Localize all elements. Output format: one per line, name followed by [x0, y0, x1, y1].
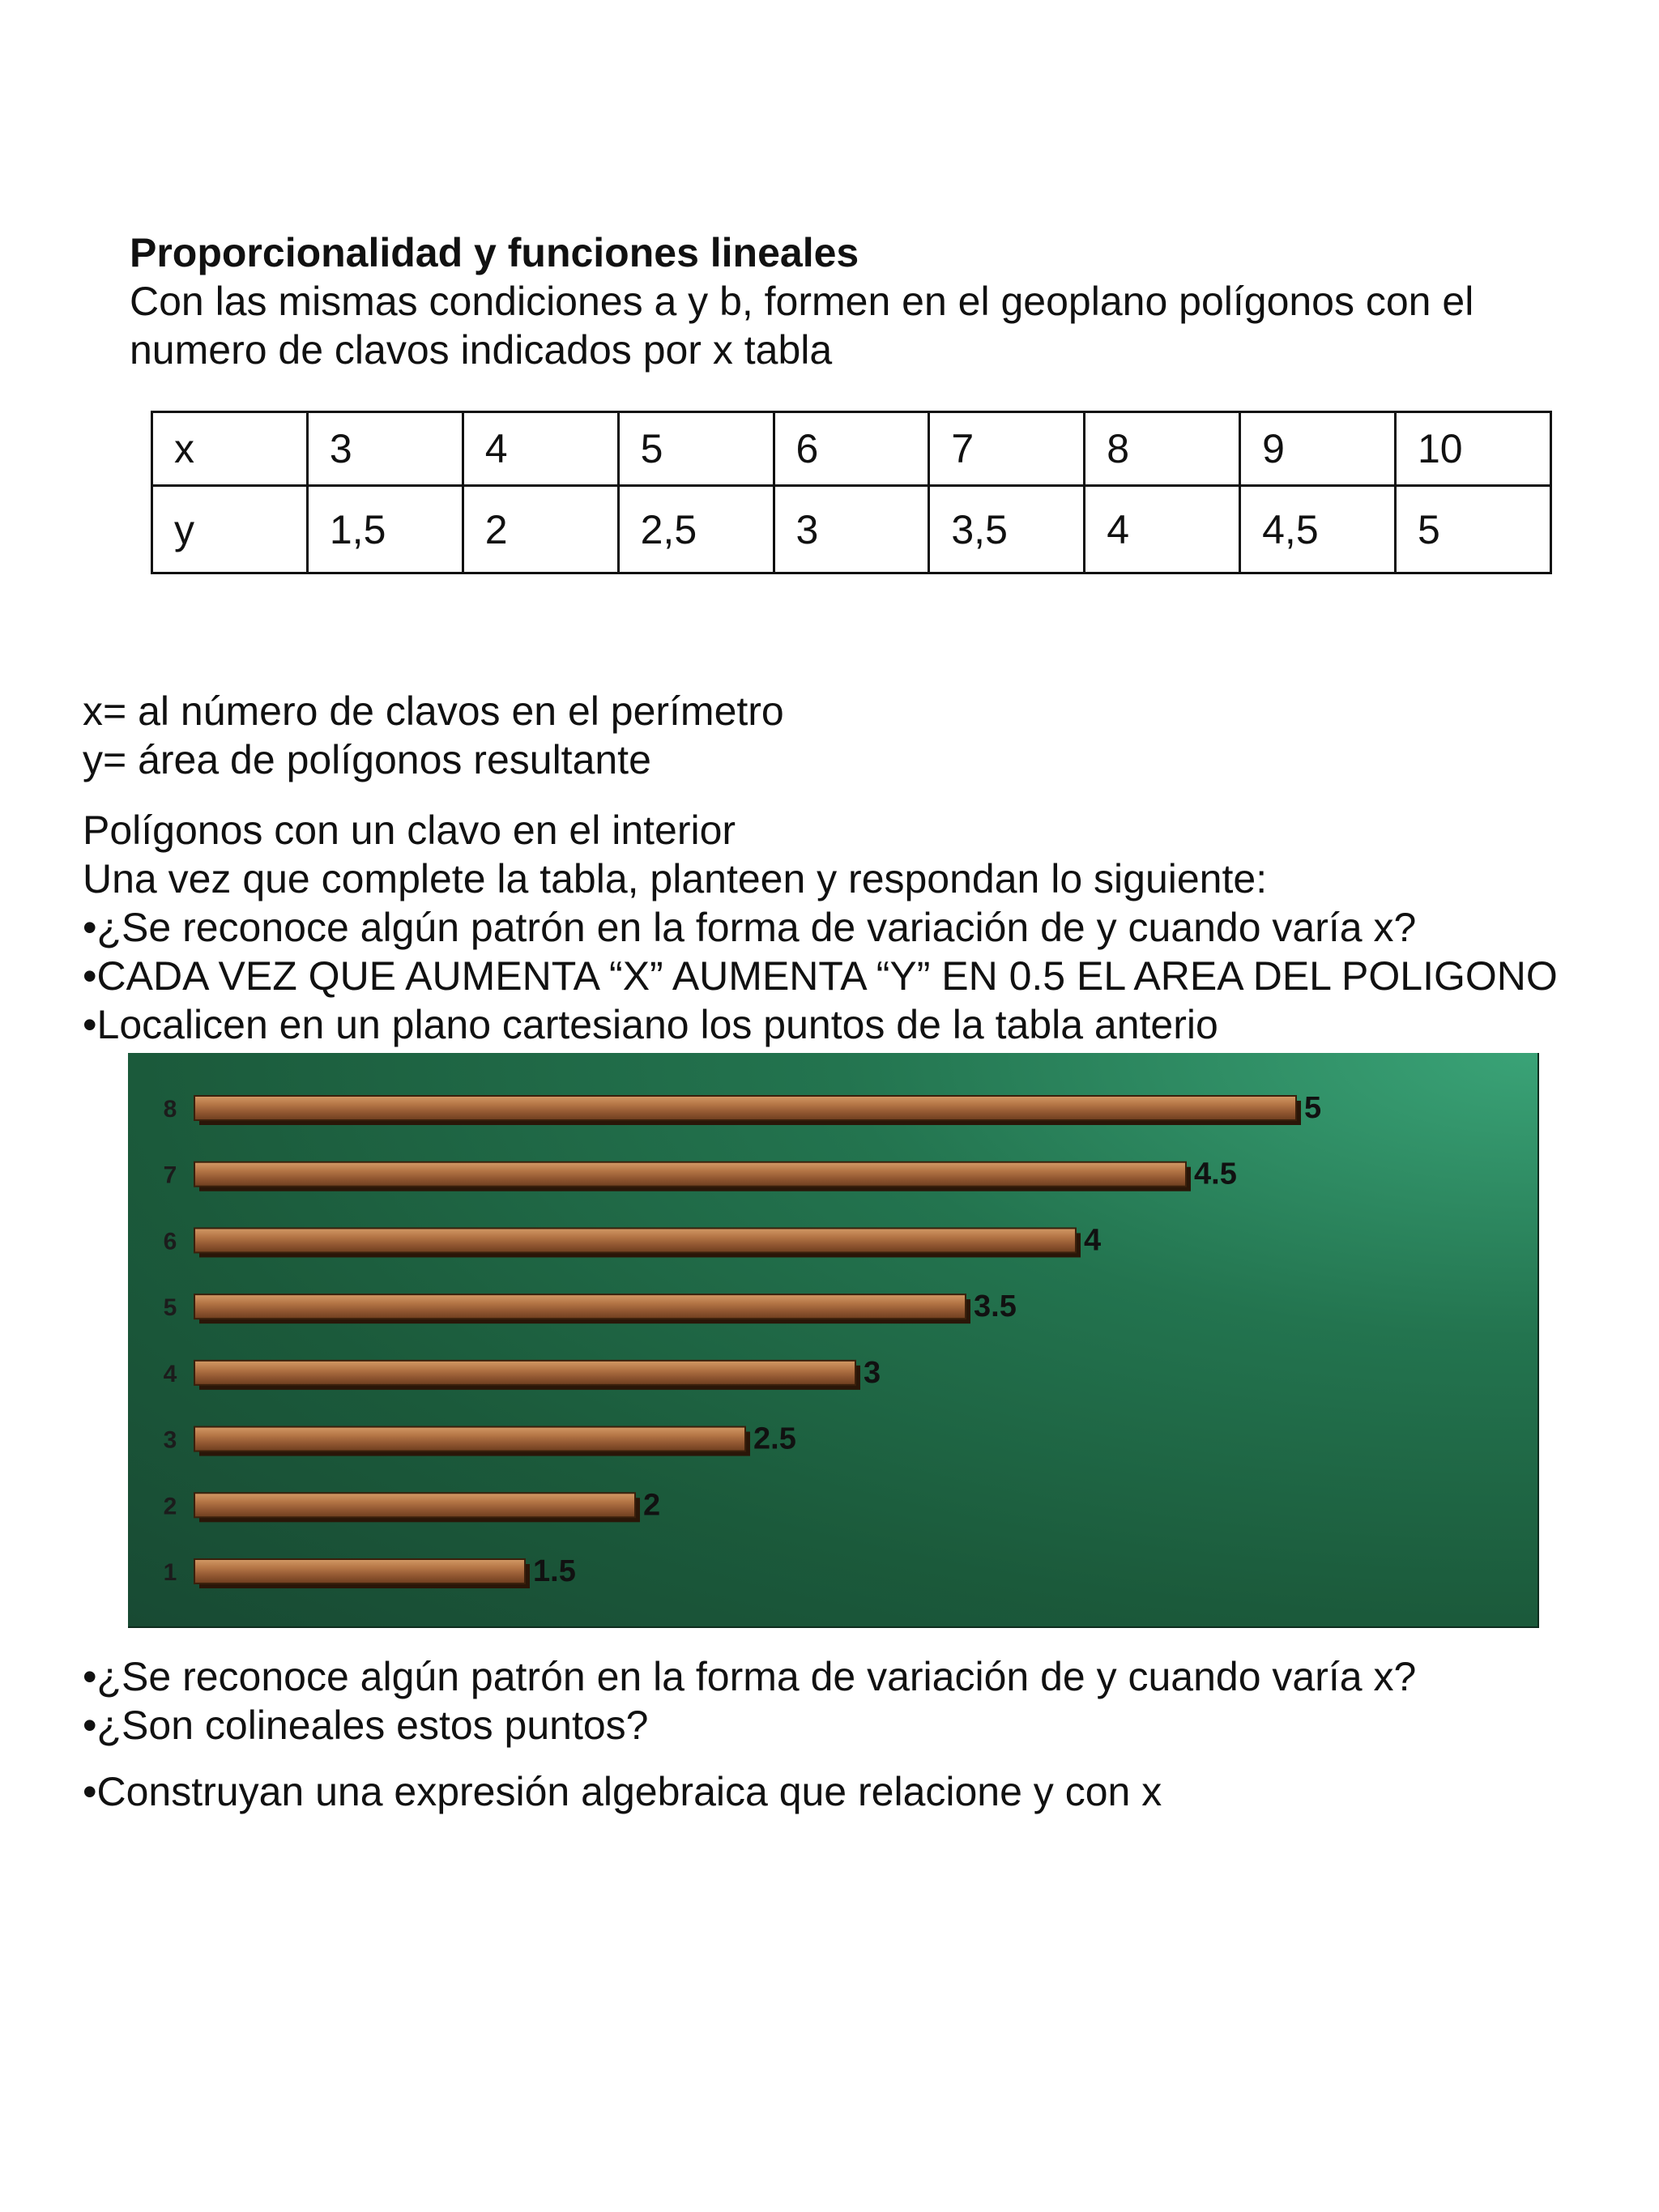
bar-chart-svg: [128, 1053, 1537, 1626]
table-cell: 3: [774, 486, 929, 573]
table-cell: 3: [307, 412, 463, 486]
questions: [83, 1652, 1416, 1816]
bar: [194, 1427, 745, 1451]
bar: [194, 1559, 525, 1583]
y-tick-label: 7: [163, 1161, 177, 1189]
y-tick-label: 4: [163, 1360, 177, 1387]
intro-line: numero de clavos indicados por x tabla: [130, 327, 833, 373]
bar: [194, 1096, 1296, 1120]
table-cell: 7: [929, 412, 1085, 486]
bar: [194, 1361, 855, 1385]
table-cell: 1,5: [307, 486, 463, 573]
intro-line: Con las mismas condiciones a y b, formen en el geoplano polígonos con el: [130, 279, 1474, 324]
table-header-y: y: [152, 486, 308, 573]
table-cell: 4: [1085, 486, 1240, 573]
bar: [194, 1493, 635, 1517]
instruction-line: Polígonos con un clavo en el interior: [83, 808, 736, 853]
question-line: •¿Se reconoce algún patrón en la forma de variación de y cuando varía x?: [83, 1654, 1417, 1699]
y-tick-label: 1: [163, 1559, 177, 1586]
table-cell: 5: [618, 412, 774, 486]
xy-table: [151, 411, 1552, 574]
instruction-line: •¿Se reconoce algún patrón en la forma de variación de y cuando varía x?: [83, 905, 1417, 950]
intro-text: [130, 277, 1473, 374]
bar-value-label: 2.5: [753, 1421, 796, 1456]
table-cell: 9: [1240, 412, 1396, 486]
question-line: •Construyan una expresión algebraica que relacione y con x: [83, 1769, 1162, 1814]
y-tick-label: 6: [163, 1228, 177, 1255]
table-cell: 2: [463, 486, 618, 573]
table-header-x: x: [152, 412, 308, 486]
table-cell: 2,5: [618, 486, 774, 573]
question-line: •¿Son colineales estos puntos?: [83, 1703, 649, 1748]
y-tick-label: 2: [163, 1493, 177, 1520]
bar-value-label: 2: [643, 1488, 661, 1523]
table-row-y: [152, 486, 1551, 573]
definition-y: y= área de polígonos resultante: [83, 737, 651, 782]
bar-value-label: 5: [1304, 1091, 1322, 1125]
instruction-line: •CADA VEZ QUE AUMENTA “X” AUMENTA “Y” EN 0.5 EL AREA DEL POLIGONO: [83, 953, 1558, 999]
instruction-line: Una vez que complete la tabla, planteen y respondan lo siguiente:: [83, 856, 1268, 901]
instruction-line: •Localicen en un plano cartesiano los puntos de la tabla anterio: [83, 1002, 1218, 1047]
bar: [194, 1228, 1076, 1252]
bar-chart: [128, 1053, 1539, 1628]
table-cell: 3,5: [929, 486, 1085, 573]
bar: [194, 1294, 966, 1319]
table-cell: 4,5: [1240, 486, 1396, 573]
bar-value-label: 1.5: [533, 1554, 576, 1588]
bar-value-label: 3: [864, 1355, 881, 1390]
table-cell: 6: [774, 412, 929, 486]
definitions: [83, 687, 784, 784]
bar-value-label: 4: [1084, 1223, 1102, 1258]
table-row-x: [152, 412, 1551, 486]
y-tick-label: 8: [163, 1096, 177, 1123]
bar-value-label: 3.5: [974, 1289, 1017, 1324]
table-cell: 8: [1085, 412, 1240, 486]
bar-value-label: 4.5: [1194, 1157, 1237, 1191]
definition-x: x= al número de clavos en el perímetro: [83, 688, 784, 734]
table-cell: 5: [1396, 486, 1551, 573]
instructions: [83, 806, 1558, 1049]
y-tick-label: 5: [163, 1294, 177, 1322]
table-cell: 10: [1396, 412, 1551, 486]
y-tick-label: 3: [163, 1426, 177, 1454]
bar: [194, 1162, 1186, 1187]
table-cell: 4: [463, 412, 618, 486]
page-title: Proporcionalidad y funciones lineales: [130, 230, 859, 275]
